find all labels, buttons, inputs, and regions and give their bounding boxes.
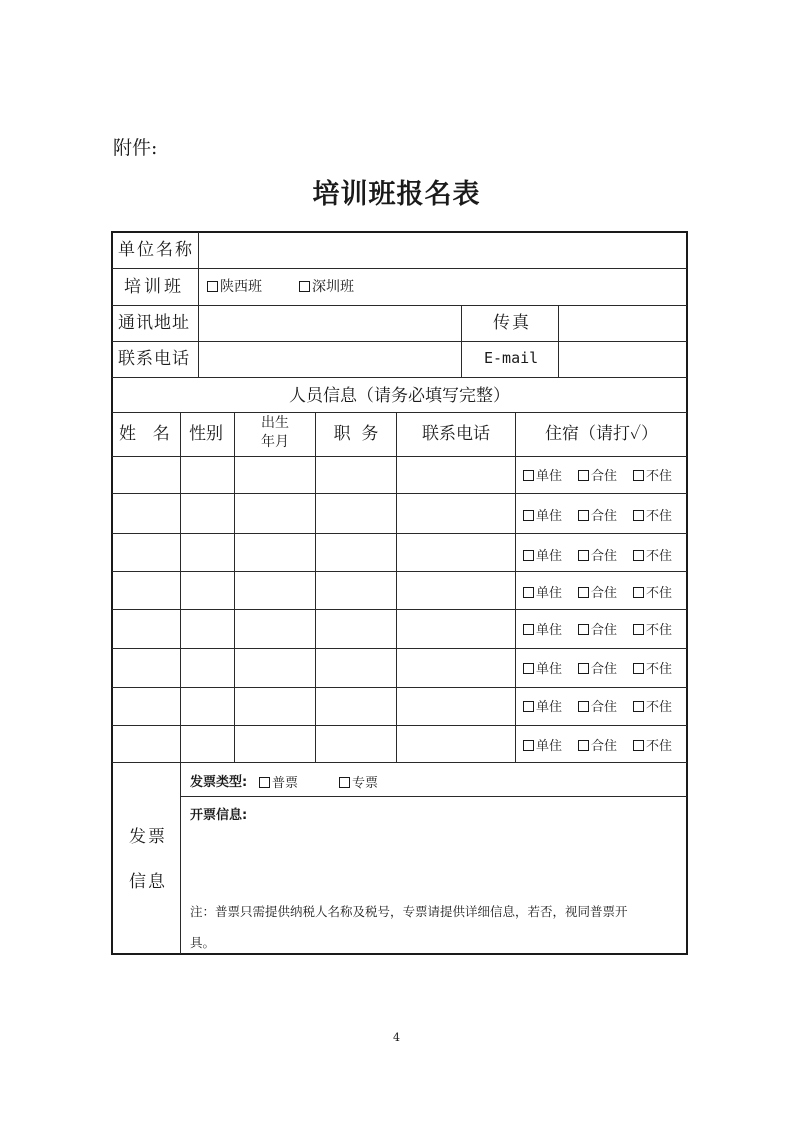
- lodging-option-shared[interactable]: [578, 740, 617, 753]
- class-label: 培训班: [124, 277, 184, 297]
- rule: [112, 533, 687, 534]
- lodging-option-shared[interactable]: [578, 587, 617, 600]
- rule: [112, 377, 687, 378]
- lodging-option-label: 不住: [646, 549, 673, 564]
- invoice-type-regular[interactable]: [259, 777, 298, 790]
- lodging-row: [523, 663, 672, 676]
- lodging-row: [523, 701, 672, 714]
- lodging-option-none[interactable]: [633, 470, 672, 483]
- header-birth-line2: 年月: [261, 434, 289, 450]
- lodging-option-single[interactable]: [523, 701, 562, 714]
- lodging-option-none[interactable]: [633, 701, 672, 714]
- checkbox-icon: [523, 701, 534, 712]
- invoice-note-line2: 具。: [190, 935, 216, 950]
- rule: [234, 412, 235, 762]
- checkbox-icon: [207, 281, 218, 292]
- rule: [315, 412, 316, 762]
- lodging-option-shared[interactable]: [578, 624, 617, 637]
- lodging-option-label: 单住: [536, 509, 563, 524]
- header-gender: 性别: [189, 424, 223, 444]
- lodging-option-label: 不住: [646, 509, 673, 524]
- lodging-option-label: 单住: [536, 662, 563, 677]
- lodging-option-none[interactable]: [633, 740, 672, 753]
- checkbox-icon: [523, 470, 534, 481]
- checkbox-icon: [633, 510, 644, 521]
- rule: [461, 305, 462, 377]
- checkbox-icon: [523, 624, 534, 635]
- lodging-row: [523, 624, 672, 637]
- lodging-option-shared[interactable]: [578, 550, 617, 563]
- checkbox-icon: [578, 550, 589, 561]
- lodging-row: [523, 510, 672, 523]
- invoice-type-special[interactable]: [339, 777, 378, 790]
- lodging-option-shared[interactable]: [578, 663, 617, 676]
- phone-field[interactable]: [199, 342, 460, 376]
- lodging-option-label: 单住: [536, 700, 563, 715]
- checkbox-icon: [578, 740, 589, 751]
- checkbox-icon: [578, 701, 589, 712]
- checkbox-icon: [578, 470, 589, 481]
- lodging-option-shared[interactable]: [578, 701, 617, 714]
- checkbox-icon: [578, 587, 589, 598]
- lodging-option-label: 单住: [536, 586, 563, 601]
- lodging-option-label: 不住: [646, 700, 673, 715]
- lodging-option-none[interactable]: [633, 624, 672, 637]
- lodging-option-label: 合住: [591, 623, 618, 638]
- lodging-option-shared[interactable]: [578, 510, 617, 523]
- invoice-type-option-label: 普票: [272, 776, 299, 791]
- invoice-type-option-label: 专票: [352, 776, 379, 791]
- header-name: 姓 名: [119, 424, 172, 444]
- unit-name-field[interactable]: [199, 233, 686, 267]
- header-position: 职 务: [333, 424, 379, 444]
- rule: [112, 571, 687, 572]
- checkbox-icon: [523, 740, 534, 751]
- header-phone: 联系电话: [422, 424, 490, 444]
- header-lodging: 住宿（请打✓）: [545, 424, 658, 444]
- invoice-note-line1: 注：普票只需提供纳税人名称及税号，专票请提供详细信息，若否，视同普票开: [190, 904, 628, 919]
- lodging-option-label: 不住: [646, 623, 673, 638]
- lodging-option-label: 单住: [536, 739, 563, 754]
- lodging-row: [523, 470, 672, 483]
- rule: [112, 687, 687, 688]
- checkbox-icon: [339, 777, 350, 788]
- email-field[interactable]: [559, 342, 686, 376]
- phone-label: 联系电话: [118, 349, 190, 369]
- unit-name-label: 单位名称: [118, 240, 194, 260]
- fax-field[interactable]: [559, 306, 686, 340]
- lodging-row: [523, 587, 672, 600]
- lodging-option-shared[interactable]: [578, 470, 617, 483]
- lodging-option-single[interactable]: [523, 550, 562, 563]
- lodging-option-none[interactable]: [633, 663, 672, 676]
- rule: [112, 648, 687, 649]
- lodging-option-label: 合住: [591, 700, 618, 715]
- lodging-option-label: 单住: [536, 623, 563, 638]
- lodging-option-single[interactable]: [523, 663, 562, 676]
- checkbox-icon: [633, 470, 644, 481]
- rule: [396, 412, 397, 762]
- checkbox-icon: [523, 510, 534, 521]
- email-label: E-mail: [484, 349, 539, 367]
- lodging-option-label: 合住: [591, 739, 618, 754]
- lodging-option-single[interactable]: [523, 587, 562, 600]
- lodging-option-label: 合住: [591, 662, 618, 677]
- invoice-label-line1: 发票: [129, 827, 167, 847]
- checkbox-icon: [633, 740, 644, 751]
- form-title: 培训班报名表: [312, 179, 481, 210]
- rule: [181, 796, 687, 797]
- lodging-row: [523, 740, 672, 753]
- lodging-option-label: 合住: [591, 509, 618, 524]
- checkbox-icon: [523, 663, 534, 674]
- rule: [112, 762, 687, 763]
- class-option-label: 陕西班: [220, 279, 262, 295]
- header-birth-line1: 出生: [261, 415, 289, 431]
- lodging-option-single[interactable]: [523, 624, 562, 637]
- rule: [112, 725, 687, 726]
- lodging-option-none[interactable]: [633, 510, 672, 523]
- checkbox-icon: [633, 701, 644, 712]
- attachment-label: 附件:: [113, 137, 158, 159]
- checkbox-icon: [523, 587, 534, 598]
- lodging-option-label: 合住: [591, 586, 618, 601]
- lodging-option-single[interactable]: [523, 510, 562, 523]
- lodging-option-label: 单住: [536, 549, 563, 564]
- rule: [112, 609, 687, 610]
- lodging-option-label: 不住: [646, 586, 673, 601]
- rule: [112, 493, 687, 494]
- lodging-option-label: 合住: [591, 549, 618, 564]
- page-number: 4: [393, 1031, 400, 1044]
- checkbox-icon: [633, 587, 644, 598]
- checkbox-icon: [578, 663, 589, 674]
- lodging-option-single[interactable]: [523, 470, 562, 483]
- lodging-option-label: 不住: [646, 469, 673, 484]
- rule: [112, 412, 687, 413]
- lodging-option-single[interactable]: [523, 740, 562, 753]
- checkbox-icon: [259, 777, 270, 788]
- checkbox-icon: [633, 550, 644, 561]
- class-option-label: 深圳班: [312, 279, 354, 295]
- class-option-shenzhen[interactable]: [299, 280, 354, 294]
- address-field[interactable]: [199, 306, 460, 340]
- rule: [112, 456, 687, 457]
- checkbox-icon: [578, 510, 589, 521]
- invoice-label-line2: 信息: [129, 872, 167, 892]
- address-label: 通讯地址: [118, 313, 190, 333]
- lodging-option-label: 单住: [536, 469, 563, 484]
- invoice-type-label: 发票类型:: [190, 775, 248, 790]
- lodging-option-label: 不住: [646, 739, 673, 754]
- personnel-section-title: 人员信息（请务必填写完整）: [289, 386, 510, 406]
- class-option-shaanxi[interactable]: [207, 280, 262, 294]
- checkbox-icon: [578, 624, 589, 635]
- lodging-option-label: 不住: [646, 662, 673, 677]
- invoice-info-label: 开票信息:: [190, 808, 248, 823]
- checkbox-icon: [523, 550, 534, 561]
- checkbox-icon: [633, 624, 644, 635]
- fax-label: 传真: [493, 313, 531, 333]
- lodging-option-none[interactable]: [633, 550, 672, 563]
- checkbox-icon: [299, 281, 310, 292]
- lodging-option-none[interactable]: [633, 587, 672, 600]
- lodging-option-label: 合住: [591, 469, 618, 484]
- rule: [515, 412, 516, 762]
- invoice-info-field[interactable]: [181, 826, 686, 896]
- checkbox-icon: [633, 663, 644, 674]
- lodging-row: [523, 550, 672, 563]
